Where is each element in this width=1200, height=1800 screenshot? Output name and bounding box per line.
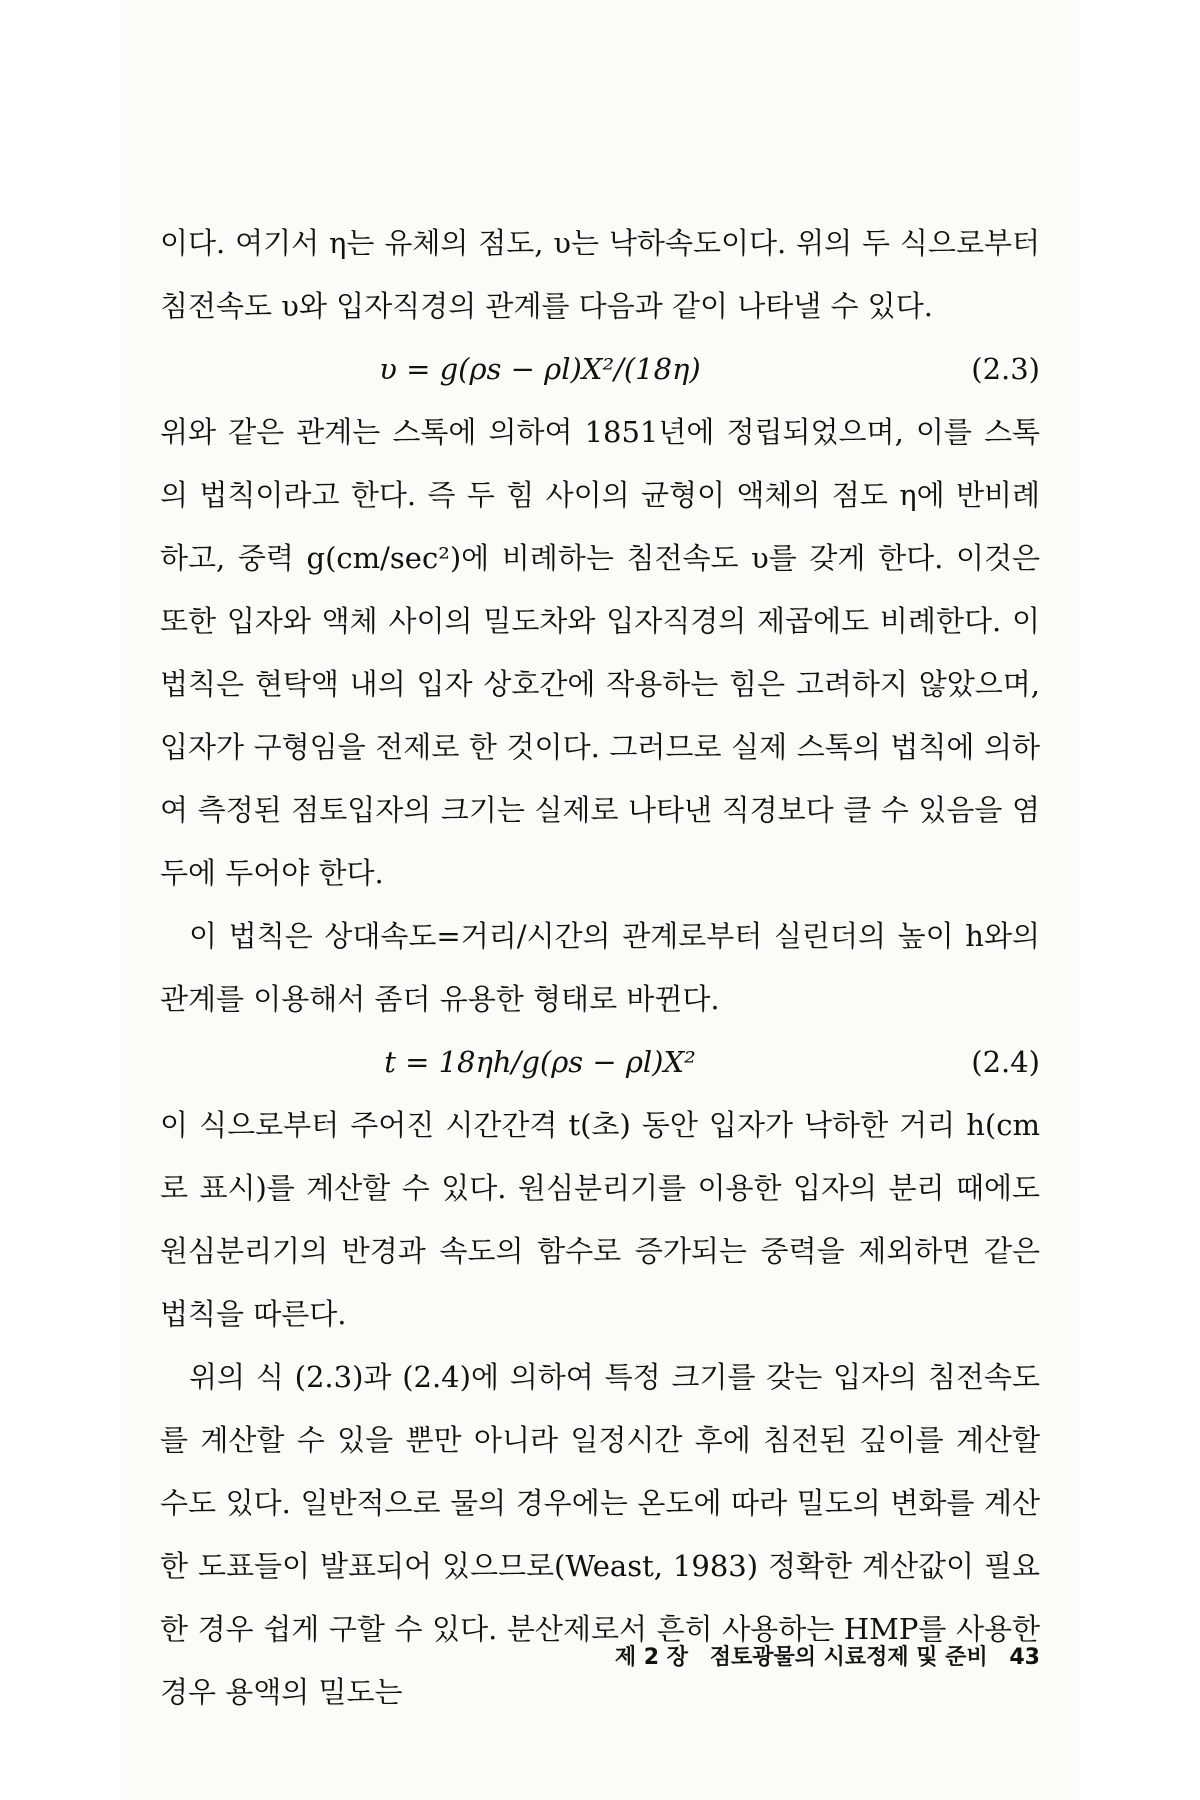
equation-2-3 bbox=[160, 338, 1040, 401]
paragraph-2: 위와 같은 관계는 스톡에 의하여 1851년에 정립되었으며, 이를 스톡의 법칙이라고 한다. 즉 두 힘 사이의 균형이 액체의 점도 η에 반비례하고, 중력 g(cm/sec²)에 비례하는 침전속도 υ를 갖게 한다. 이것은 또한 입자와 액체 사이의 밀도차와 입자직경의 제곱에도 비례한다. 이 법칙은 현탁액 내의 입자 상호간에 작용하는 힘은 고려하지 않았으며, 입자가 구형임을 전제로 한 것이다. 그러므로 실제 스톡의 법칙에 의하여 측정된 점토입자의 크기는 실제로 나타낸 직경보다 클 수 있음을 염두에 두어야 한다. bbox=[160, 415, 1040, 890]
equation-number: (2.4) bbox=[971, 1045, 1040, 1079]
body-text bbox=[160, 212, 1040, 1724]
page-number: 43 bbox=[1009, 1645, 1040, 1670]
running-footer bbox=[160, 1640, 1040, 1671]
paragraph-3: 이 법칙은 상대속도=거리/시간의 관계로부터 실린더의 높이 h와의 관계를 이용해서 좀더 유용한 형태로 바뀐다. bbox=[160, 919, 1040, 1016]
paragraph-4: 이 식으로부터 주어진 시간간격 t(초) 동안 입자가 낙하한 거리 h(cm로 표시)를 계산할 수 있다. 원심분리기를 이용한 입자의 분리 때에도 원심분리기의 반경과 속도의 함수로 증가되는 중력을 제외하면 같은 법칙을 따른다. bbox=[160, 1108, 1040, 1331]
equation-formula: υ = g(ρs − ρl)X²/(18η) bbox=[379, 352, 701, 386]
chapter-label: 제 2 장 bbox=[614, 1645, 689, 1670]
paragraph-1: 이다. 여기서 η는 유체의 점도, υ는 낙하속도이다. 위의 두 식으로부터 침전속도 υ와 입자직경의 관계를 다음과 같이 나타낼 수 있다. bbox=[160, 226, 1040, 323]
paragraph-5: 위의 식 (2.3)과 (2.4)에 의하여 특정 크기를 갖는 입자의 침전속도를 계산할 수 있을 뿐만 아니라 일정시간 후에 침전된 깊이를 계산할 수도 있다. 일반적으로 물의 경우에는 온도에 따라 밀도의 변화를 계산한 도표들이 발표되어 있으므로(Weast, 1983) 정확한 계산값이 필요한 경우 쉽게 구할 수 있다. 분산제로서 흔히 사용하는 HMP를 사용한 경우 용액의 밀도는 bbox=[160, 1360, 1040, 1709]
chapter-title: 점토광물의 시료정제 및 준비 bbox=[709, 1645, 988, 1670]
equation-2-4 bbox=[160, 1031, 1040, 1094]
equation-number: (2.3) bbox=[971, 352, 1040, 386]
equation-formula: t = 18ηh/g(ρs − ρl)X² bbox=[384, 1045, 696, 1079]
